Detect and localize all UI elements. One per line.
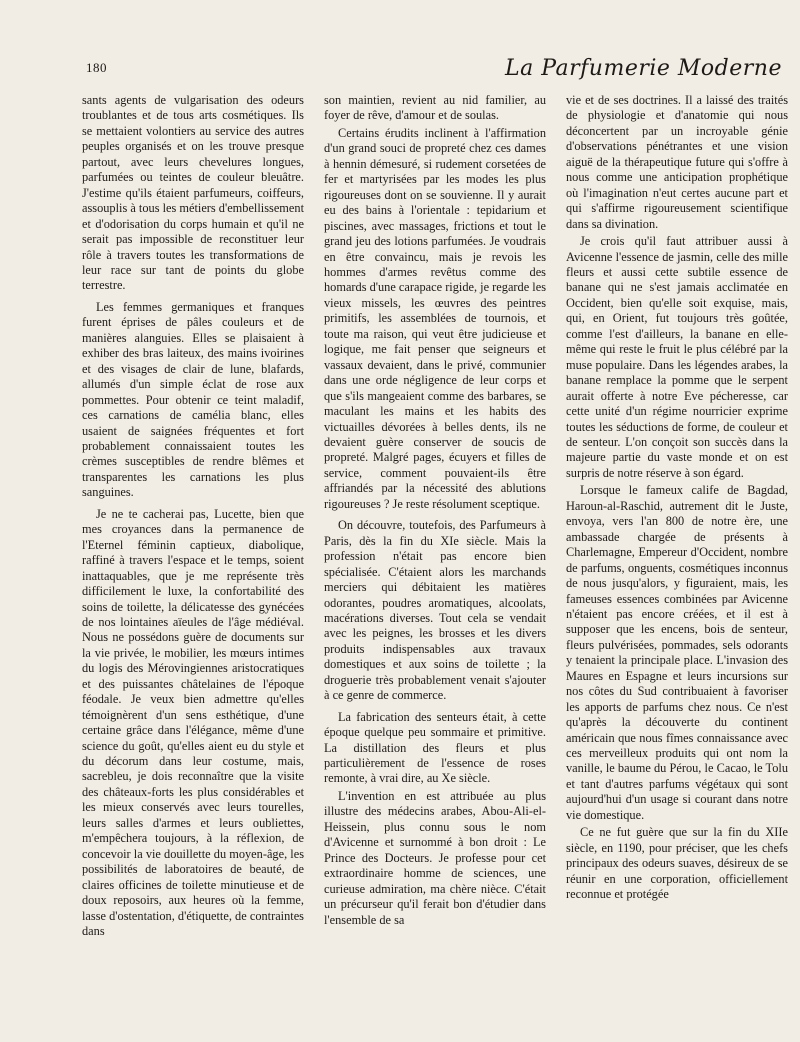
- paragraph: Je ne te cacherai pas, Lucette, bien que mes croyances dans la permanence de l'Eternel féminin captieux, diabolique, raffiné à travers l'espace et le temps, soient inattaquables, que je me représente très difficilement le luxe, la confortabilité des soins de toilette, la délicatesse des gynécées de nos lointaines aïeules de l'âge médiéval. Nous ne possédons guère de documents sur la vie privée, le mobilier, les mœurs intimes du logis des Mérovingiennes aristocratiques et des puissantes châtelaines de l'époque féodale. Je veux bien admettre qu'elles témoignèrent d'un sens esthétique, d'une certaine grâce dans l'élégance, même d'une science du goût, qu'elles aient eu du style et du décorum dans leur costume, mais, sacrebleu, je dois reconnaître que la visite des châteaux-forts les plus considérables et les mieux conservés avec leurs tourelles, leurs salles d'armes et leurs oubliettes, m'empêchera toujours, à la réflexion, de concevoir la vie douillette du moyen-âge, les possibilités de laboratoires de beauté, de claires officines de toilette minutieuse et de doux reposoirs, aux heures où la femme, lasse d'ostentation, d'étiquette, de contraintes dans: [82, 506, 304, 939]
- page-number: 180: [86, 60, 107, 75]
- article-body: [82, 93, 788, 1038]
- paragraph: Certains érudits inclinent à l'affirmation d'un grand souci de propreté chez ces dames à hennin démesuré, si rudement corsetées de fer et martyrisées par les modes les plus rigoureuses dont on se souvienne. Il y aurait eu des bains à l'orientale : tepidarium et piscines, avec massages, frictions et tout le grand jeu des lotions parfumées. Je voudrais en être convaincu, mais je revois les hommes d'armes revêtus comme des homards d'une carapace rigide, je regarde les vieux missels, les œuvres des peintres primitifs, les assemblées de tournois, et toute ma raison, qui veut être judicieuse et logique, me fait penser que seigneurs et vassaux devaient, dans le privé, communier dans une orde négligence de leur corps et que s'ils mangeaient comme des barbares, se maculant les mains et les habits des victuailles dévorées à belles dents, ils ne devaient guère conserver de soucis de propreté. Malgré pages, écuyers et filles de service, comment pouvaient-ils être affriandés par la nécessité des ablutions rigoureuses ? Je reste résolument sceptique.: [324, 125, 546, 511]
- paragraph: sants agents de vulgarisation des odeurs troublantes et de tous arts cosmétiques. Ils se mettaient volontiers au service des autres peuples organisés et on les trouve presque partout, avec leurs chevelures longues, parfumées ou teintes de couleur bleuâtre. J'estime qu'ils étaient parfumeurs, coiffeurs, assouplis à tous les métiers d'embellissement et d'odorisation du corps humain et qu'il ne serait pas impossible de reconstituer leur rôle à travers toutes les transformations de leur race sur tant de points du globe terrestre.: [82, 93, 304, 293]
- paragraph: On découvre, toutefois, des Parfumeurs à Paris, dès la fin du XIe siècle. Mais la profession n'était pas encore bien spécialisée. C'étaient alors les marchands merciers qui débitaient les matières odorantes, poudres aromatiques, alcoolats, macérations diverses. Tout cela se vendait avec les peignes, les brosses et les divers produits indispensables aux travaux domestiques et aux soins de toilette ; la droguerie très probablement venait s'ajouter à ce genre de commerce.: [324, 518, 546, 703]
- paragraph: son maintien, revient au nid familier, au foyer de rêve, d'amour et de soulas.: [324, 93, 546, 123]
- column-3: [566, 93, 788, 1038]
- column-1: [82, 93, 304, 1038]
- paragraph: L'invention en est attribuée au plus illustre des médecins arabes, Abou-Ali-el-Heissein, plus connu sous le nom d'Avicenne et surnommé à bon droit : Le Prince des Docteurs. Je professe pour cet extraordinaire homme de sciences, une curieuse admiration, ma chère nièce. C'était un précurseur qu'il ferait bon d'étudier dans l'ensemble de sa: [324, 788, 546, 927]
- paragraph: Ce ne fut guère que sur la fin du XIIe siècle, en 1190, pour préciser, que les chefs principaux des odeurs suaves, désireux de se réunir en une corporation, officiellement reconnue et protégée: [566, 825, 788, 902]
- paragraph: Les femmes germaniques et franques furent éprises de pâles couleurs et de manières alanguies. Elles se plaisaient à exhiber des bras laiteux, des mains ivoirines et des visages de clair de lune, blafards, allumés d'un simple éclat de rose aux pommettes. Pour obtenir ce teint maladif, ces carnations de camélia blanc, elles usaient de saignées fréquentes et fort probablement connaissaient toutes les crèmes susceptibles de rendre blêmes et transparentes les carnations les plus sanguines.: [82, 299, 304, 500]
- paragraph: Lorsque le fameux calife de Bagdad, Haroun-al-Raschid, autrement dit le Juste, envoya, vers l'an 800 de notre ère, une ambassade chargée de présents à Charlemagne, Empereur d'Occident, nombre de parfums, onguents, cosmétiques inconnus de nous jusqu'alors, y figuraient, mais, les fameuses essences combinées par Avicenne n'étaient pas encore créées, et il est à supposer que les encens, bois de senteur, fleurs pulvérisées, pommades, sels odorants y tenaient la principale place. L'invasion des Maures en Espagne et leurs incursions sur nos côtes du Sud contribuaient à favoriser les apports de parfums chez nous. Ce n'est qu'après la découverte du continent américain que nous fîmes connaissance avec ces merveilleux produits qui ont nom la vanille, le baume du Pérou, le Cacao, le Tolu et tant d'autres parfums végétaux qui sont aujourd'hui d'un usage si courant dans notre vie domestique.: [566, 483, 788, 822]
- journal-title: La Parfumerie Moderne: [504, 56, 782, 81]
- paragraph: vie et de ses doctrines. Il a laissé des traités de physiologie et d'anatomie qui nous déconcertent par un incroyable génie d'observations pénétrantes et une vision aiguë de la thérapeutique future qui s'offre à nous comme une anticipation prophétique où l'imagination n'eut certes aucune part et qui s'affirme rigoureusement scientifique dans sa divination.: [566, 93, 788, 231]
- paragraph: Je crois qu'il faut attribuer aussi à Avicenne l'essence de jasmin, celle des mille fleurs et aussi cette subtile essence de banane qui ne s'est jamais acclimatée en Occident, bien qu'elle soit exquise, mais, qui, en Orient, fut toujours très goûtée, comme l'est d'ailleurs, la banane en elle-même qui reste le fruit le plus célébré par la muse populaire. Dans les légendes arabes, la banane remplace la pomme que le serpent aurait offerte à notre Eve pécheresse, car cette unité d'un régime nourricier exprime toutes les séductions de forme, de couleur et de senteur. L'on conçoit son succès dans la majeure partie du vaste monde et on est surpris de notre réserve à son égard.: [566, 234, 788, 480]
- column-2: [324, 93, 546, 1038]
- paragraph: La fabrication des senteurs était, à cette époque quelque peu sommaire et primitive. La distillation des fleurs et plus particulièrement de l'essence de roses remonte, à vrai dire, au Xe siècle.: [324, 709, 546, 786]
